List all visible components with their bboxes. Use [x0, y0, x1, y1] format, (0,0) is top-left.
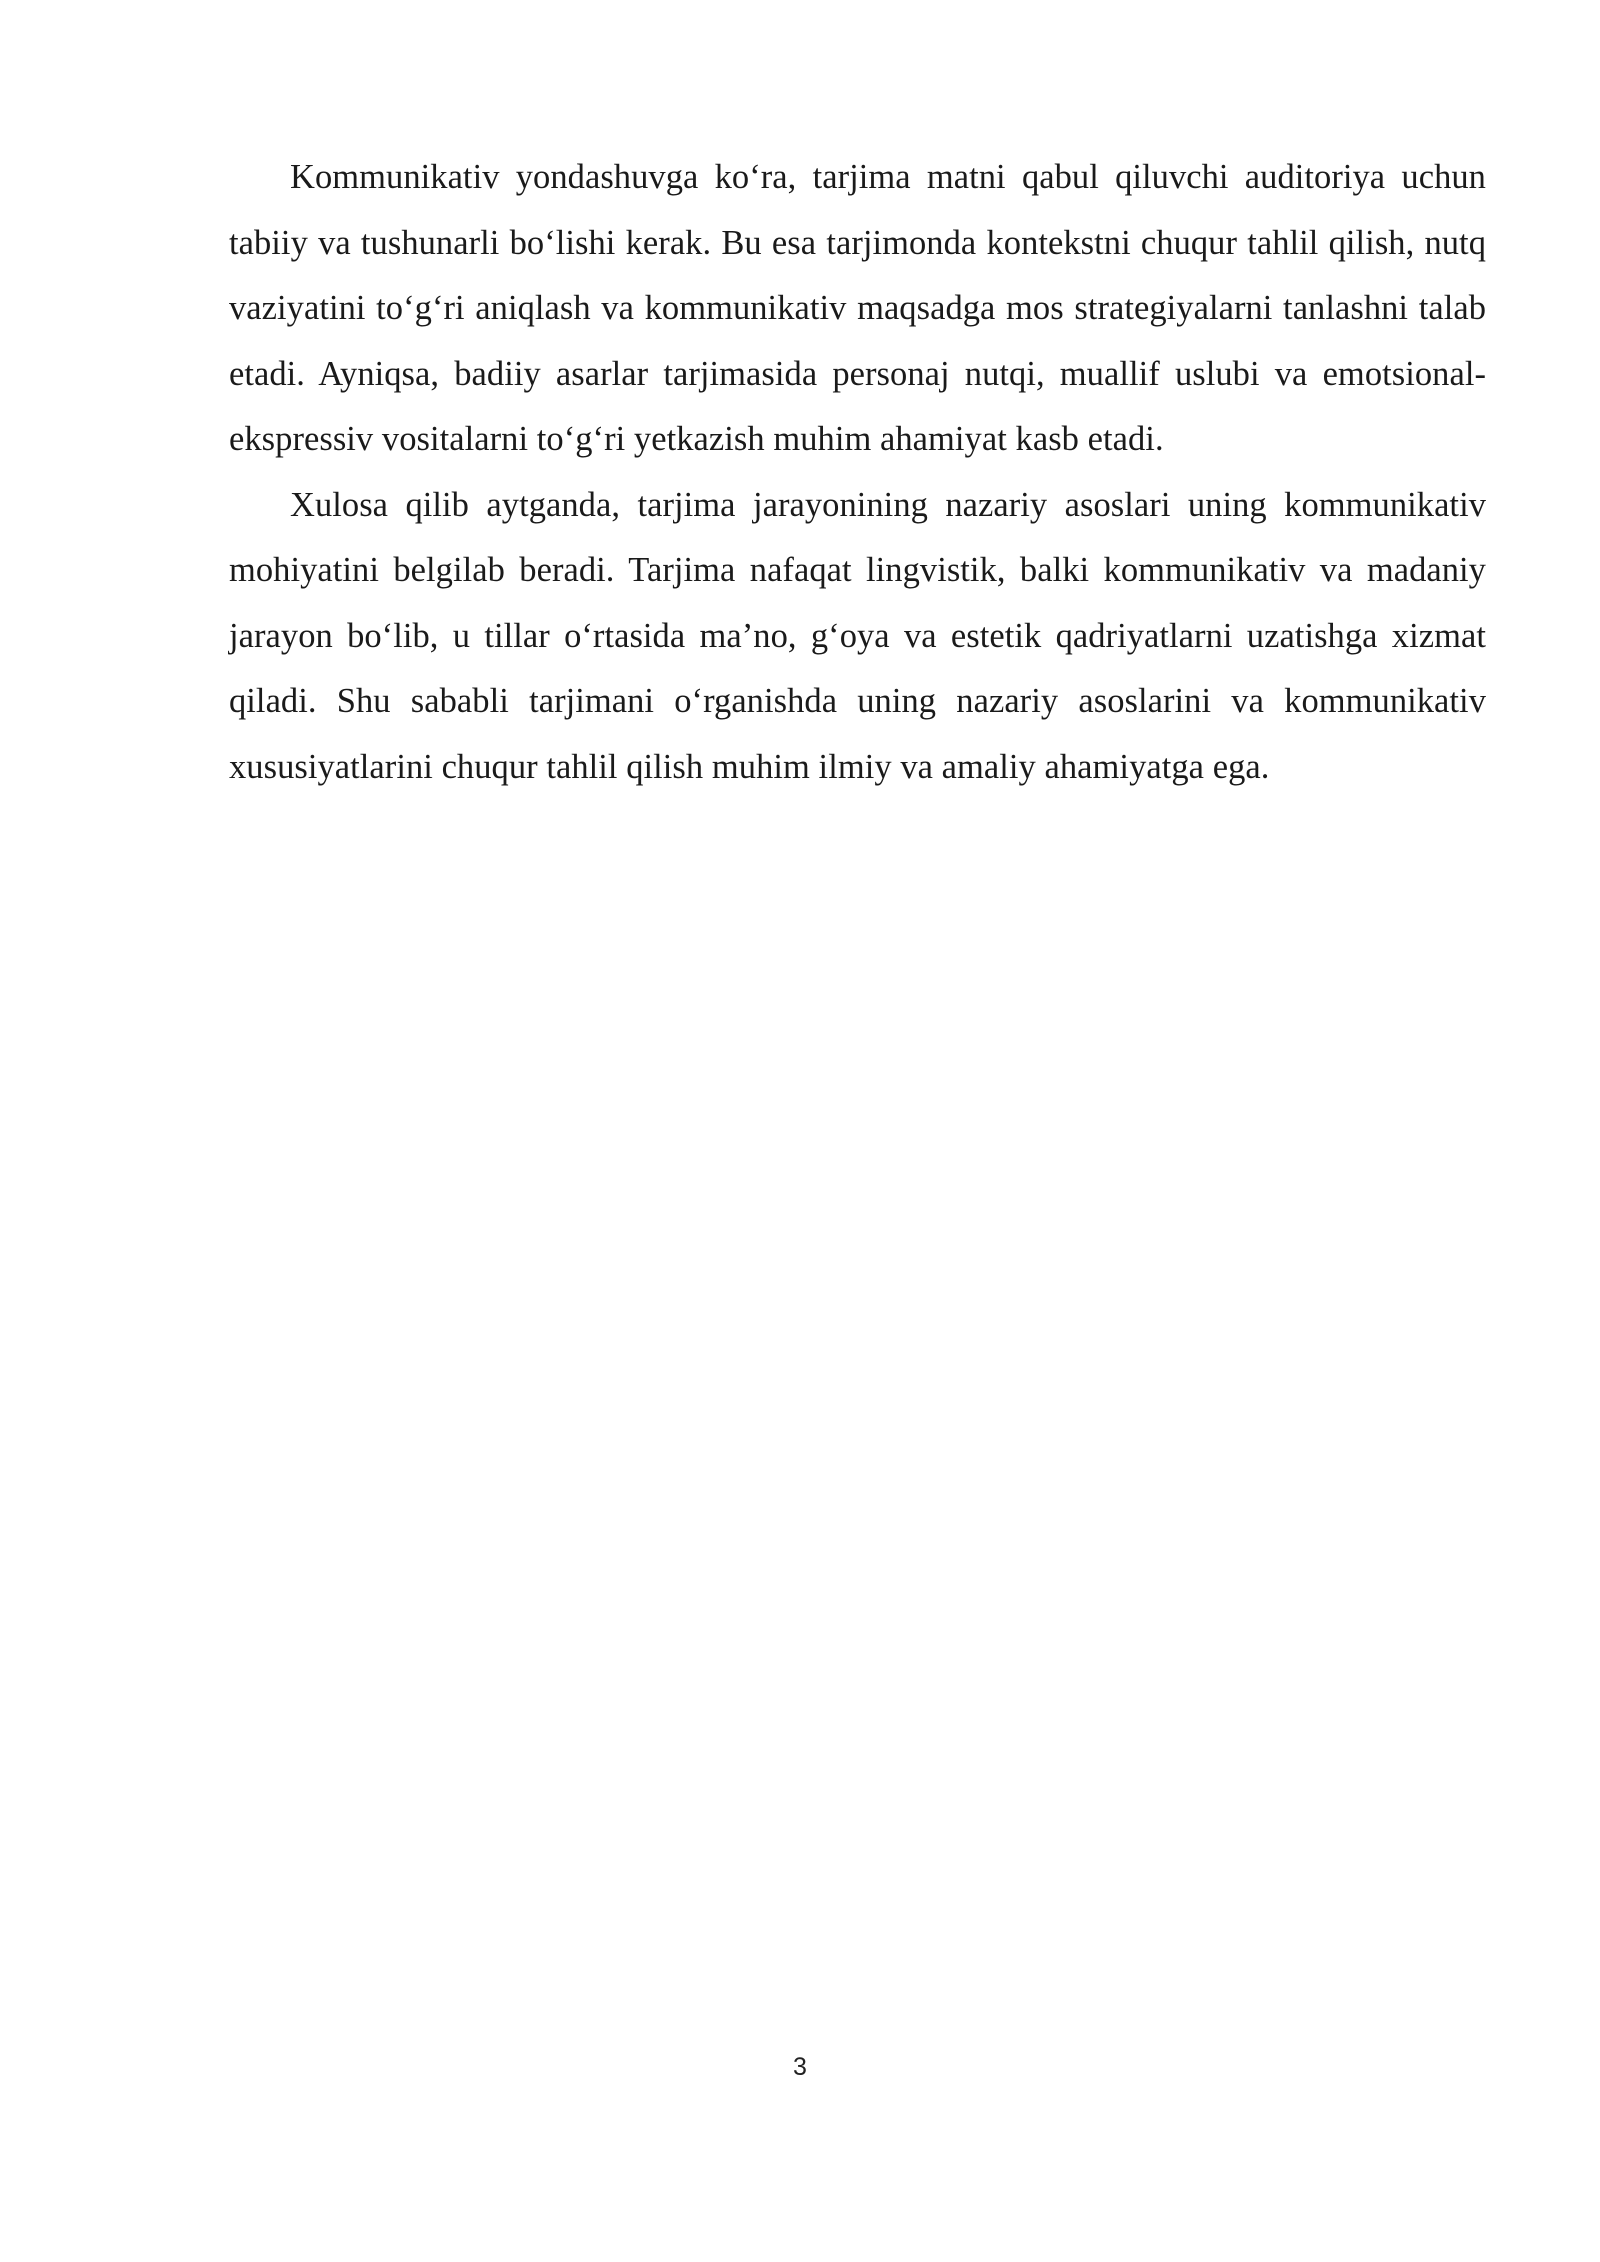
page-number: 3	[793, 2053, 807, 2081]
body-text	[229, 145, 1486, 800]
paragraph-conclusion: Xulosa qilib aytganda, tarjima jarayonining nazariy asoslari uning kommunikativ mohiyatini belgilab beradi. Tarjima nafaqat lingvistik, balki kommunikativ va madaniy jarayon bo‘lib, u tillar o‘rtasida ma’no, g‘oya va estetik qadriyatlarni uzatishga xizmat qiladi. Shu sababli tarjimani o‘rganishda uning nazariy asoslarini va kommunikativ xususiyatlarini chuqur tahlil qilish muhim ilmiy va amaliy ahamiyatga ega.	[229, 485, 1486, 786]
paragraph-communicative-approach: Kommunikativ yondashuvga ko‘ra, tarjima matni qabul qiluvchi auditoriya uchun tabiiy va tushunarli bo‘lishi kerak. Bu esa tarjimonda kontekstni chuqur tahlil qilish, nutq vaziyatini to‘g‘ri aniqlash va kommunikativ maqsadga mos strategiyalarni tanlashni talab etadi. Ayniqsa, badiiy asarlar tarjimasida personaj nutqi, muallif uslubi va emotsional-ekspressiv vositalarni to‘g‘ri yetkazish muhim ahamiyat kasb etadi.	[229, 158, 1486, 458]
